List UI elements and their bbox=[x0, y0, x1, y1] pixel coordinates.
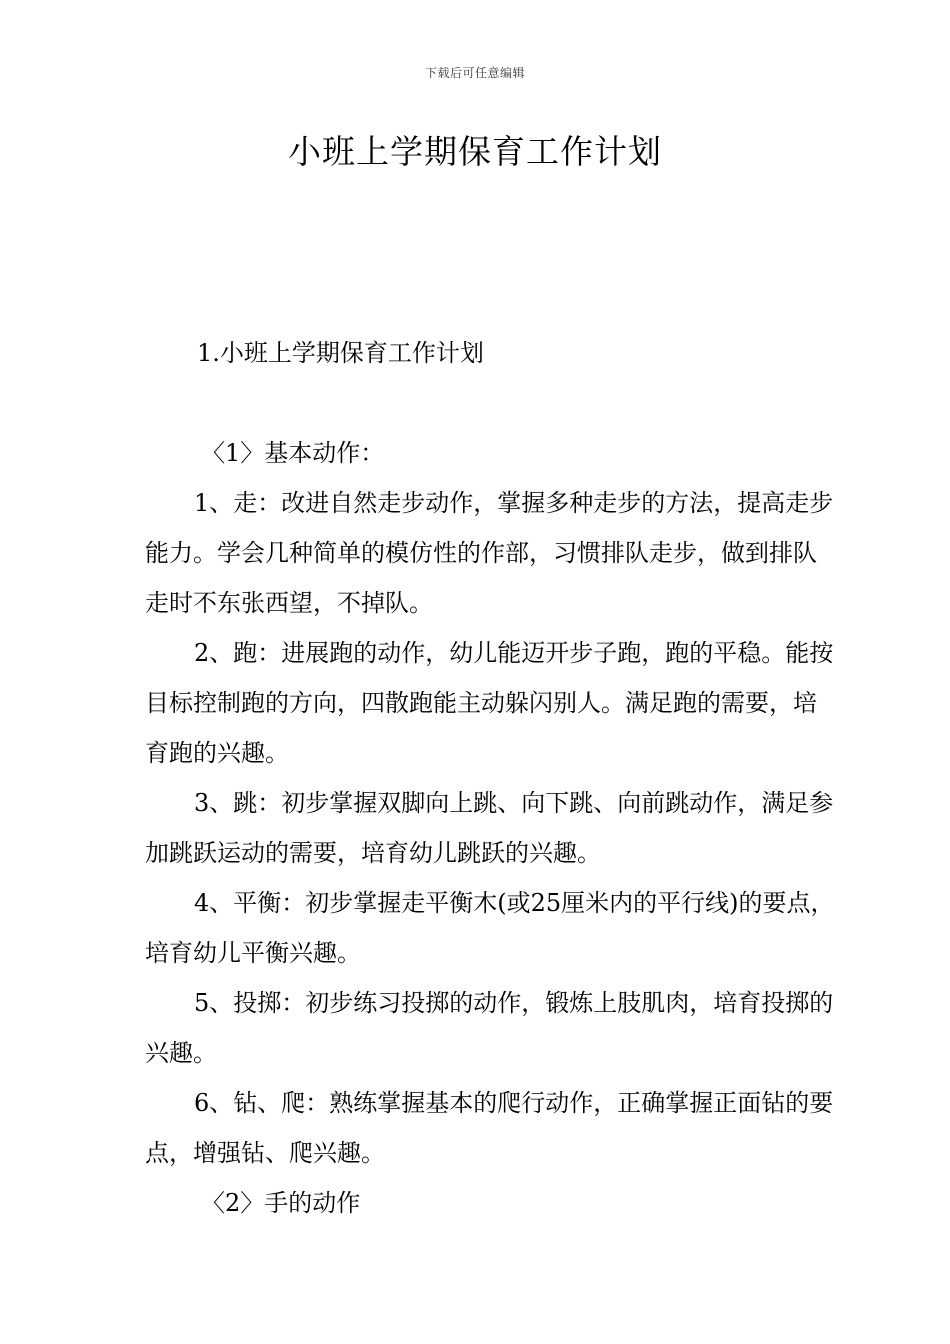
paragraph-throw: 5、投掷：初步练习投掷的动作，锻炼上肢肌肉，培育投掷的兴趣。 bbox=[145, 989, 834, 1067]
paragraph-walk: 1、走：改进自然走步动作，掌握多种走步的方法，提高走步能力。学会几种简单的模仿性的作部，习惯排队走步，做到排队走时不东张西望，不掉队。 bbox=[145, 489, 834, 617]
subheading-basic-movements: 〈1〉基本动作： bbox=[201, 439, 385, 467]
paragraph-crawl: 6、钻、爬：熟练掌握基本的爬行动作，正确掌握正面钻的要点，增强钻、爬兴趣。 bbox=[145, 1089, 834, 1167]
paragraph-jump: 3、跳：初步掌握双脚向上跳、向下跳、向前跳动作，满足参加跳跃运动的需要，培育幼儿跳跃的兴趣。 bbox=[145, 789, 834, 867]
document-title: 小班上学期保育工作计划 bbox=[288, 132, 662, 171]
section-heading: 1.小班上学期保育工作计划 bbox=[197, 339, 484, 367]
subheading-hand-movements: 〈2〉手的动作 bbox=[201, 1189, 361, 1217]
header-note: 下载后可任意编辑 bbox=[424, 66, 525, 80]
paragraph-balance: 4、平衡：初步掌握走平衡木(或25厘米内的平行线)的要点，培育幼儿平衡兴趣。 bbox=[145, 889, 835, 967]
document-body bbox=[145, 428, 835, 1228]
paragraph-run: 2、跑：进展跑的动作，幼儿能迈开步子跑，跑的平稳。能按目标控制跑的方向，四散跑能主动躲闪别人。满足跑的需要，培育跑的兴趣。 bbox=[145, 639, 834, 767]
